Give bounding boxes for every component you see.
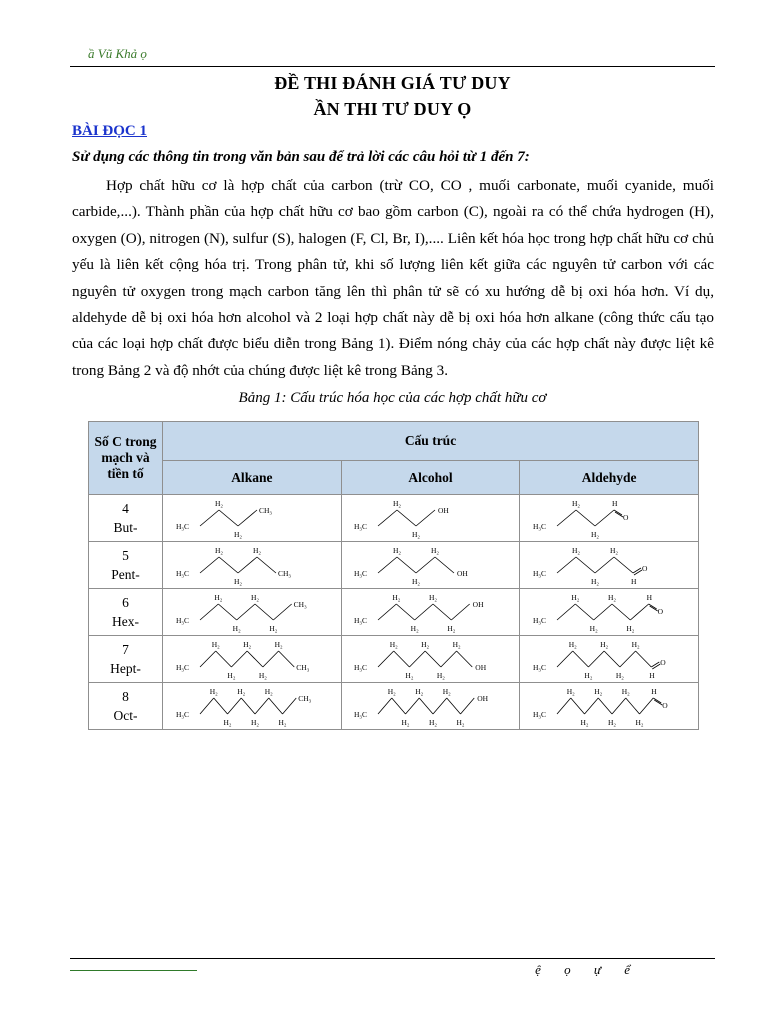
methylene-label: H₂ (214, 546, 223, 555)
bond-line (200, 557, 219, 573)
carbonyl-oxygen-label: O (657, 607, 664, 616)
alcohol-structure-cell (341, 542, 520, 589)
footer-accent-line (70, 970, 197, 971)
methylene-label: H₂ (415, 687, 424, 696)
bond-line (378, 698, 392, 714)
alcohol-structure-diagram (350, 684, 510, 728)
bond-line (612, 698, 626, 714)
methylene-label: H₂ (594, 687, 603, 696)
bond-line (612, 604, 630, 620)
methylene-label: H₂ (635, 718, 644, 727)
methylene-label: H₂ (390, 640, 399, 649)
bond-line (557, 557, 576, 573)
methylene-label: H₂ (566, 687, 575, 696)
methylene-label: H₂ (443, 687, 452, 696)
bond-line (255, 698, 269, 714)
aldehyde-hydrogen-label: H (646, 593, 653, 602)
bond-line (416, 557, 435, 573)
table-caption: Bảng 1: Cấu trúc hóa học của các hợp chất hữu cơ (238, 390, 547, 406)
methylene-label: H₂ (621, 687, 630, 696)
methylene-label: H₂ (242, 640, 252, 649)
aldehyde-structure-diagram (529, 684, 689, 728)
bond-line (620, 651, 636, 667)
methylene-label: H₂ (258, 671, 267, 680)
header-author: ầ Vũ Khả ọ (88, 46, 147, 61)
carbon-count-cell (89, 589, 163, 636)
methylene-label: H₂ (571, 593, 580, 602)
carbonyl-oxygen-label: O (662, 701, 668, 710)
prefix-label: Oct- (113, 708, 138, 723)
methylene-label: H₂ (437, 671, 446, 680)
carbonyl-oxygen-label: O (660, 658, 666, 667)
methylene-label: H₂ (429, 593, 438, 602)
structure-table (88, 421, 699, 730)
body-paragraph-text: Hợp chất hữu cơ là hợp chất của carbon (trừ CO, CO , muối carbonate, muối cyanide, muối carbide,...). Thành phần của hợp chất hữu cơ bao gồm carbon (C), ngoài ra có thể chứa hydrogen (H), oxygen (O), nitrogen (N), sulfur (S), halogen (F, Cl, Br, I),.... Liên kết hóa học trong hợp chất hữu cơ chủ yếu là liên kết cộng hóa trị. Trong phân tử, khi số lượng liên kết giữa các nguyên tử carbon với các nguyên tử oxygen trong mạch carbon tăng lên thì phân tử sẽ có xu hướng dễ bị oxi hóa hơn. Ví dụ, aldehyde dễ bị oxi hóa hơn alcohol và 2 loại hợp chất này dễ bị oxi hóa hơn alkane (công thức cấu tạo của các loại hợp chất được biểu diễn trong Bảng 1). Điểm nóng chảy của các hợp chất này được liệt kê trong Bảng 2 và độ nhớt của chúng được liệt kê trong Bảng 3. (72, 177, 714, 379)
bond-line (571, 698, 585, 714)
bond-line (219, 557, 238, 573)
bond-line (397, 604, 415, 620)
aldehyde-hydrogen-label: H (651, 687, 657, 696)
methylene-label: H₂ (616, 671, 625, 680)
methylene-label: H₂ (600, 640, 609, 649)
bond-line (241, 698, 255, 714)
bond-line (216, 651, 232, 667)
bond-line (452, 604, 470, 620)
bond-line (461, 698, 475, 714)
page-title: ĐỀ THI ĐÁNH GIÁ TƯ DUY (274, 73, 511, 93)
methylene-label: H₂ (233, 530, 242, 539)
aldehyde-structure-diagram (529, 637, 689, 681)
bond-line (397, 557, 416, 573)
table-row (89, 636, 699, 683)
bond-line (573, 651, 589, 667)
methylene-label: H₂ (393, 546, 402, 555)
bond-line (214, 698, 228, 714)
bond-line (236, 604, 254, 620)
methylene-label: H₂ (250, 718, 259, 727)
section-link-bai-doc-1[interactable]: BÀI ĐỌC 1 (72, 123, 148, 139)
bond-line (598, 698, 612, 714)
methylene-label: H₂ (580, 718, 589, 727)
methylene-label: H₂ (209, 687, 218, 696)
bond-line (614, 557, 633, 573)
aldehyde-structure-cell (520, 589, 699, 636)
methyl-label: H₃C (354, 522, 368, 531)
methylene-label: H₂ (591, 577, 600, 586)
terminal-methyl-label: CH₃ (298, 694, 312, 703)
methylene-label: H₂ (608, 593, 617, 602)
hydroxyl-label: OH (457, 569, 469, 578)
bond-line (378, 557, 397, 573)
methylene-label: H₂ (429, 718, 438, 727)
methylene-label: H₂ (411, 624, 420, 633)
carbon-number: 5 (122, 548, 129, 563)
methyl-label: H₃C (354, 710, 368, 719)
bond-line (278, 651, 294, 667)
bond-line (557, 604, 575, 620)
methylene-label: H₂ (274, 640, 283, 649)
methylene-label: H₂ (610, 546, 619, 555)
hydroxyl-label: OH (438, 506, 450, 515)
methyl-label: H₃C (175, 710, 189, 719)
methyl-label: H₃C (533, 663, 547, 672)
bond-line (255, 604, 273, 620)
alkane-structure-diagram (172, 543, 332, 587)
carbonyl-bond (633, 568, 641, 573)
bond-line (576, 557, 595, 573)
bond-line (238, 510, 257, 526)
methylene-label: H₂ (453, 640, 462, 649)
carbon-count-cell (89, 542, 163, 589)
aldehyde-hydrogen-label: H (631, 577, 637, 586)
methyl-label: H₃C (354, 616, 368, 625)
bond-line (426, 651, 442, 667)
alcohol-structure-cell (341, 589, 520, 636)
bond-line (636, 651, 652, 667)
bond-line (378, 651, 394, 667)
bond-line (200, 651, 216, 667)
bond-line (200, 604, 218, 620)
methylene-label: H₂ (584, 671, 593, 680)
carbon-count-cell (89, 495, 163, 542)
column-header-alcohol: Alcohol (341, 461, 520, 495)
methylene-label: H₂ (421, 640, 430, 649)
methyl-label: H₃C (533, 710, 547, 719)
methyl-label: H₃C (533, 569, 547, 578)
methylene-label: H₂ (631, 640, 640, 649)
terminal-methyl-label: CH₃ (258, 506, 272, 515)
methylene-label: H₂ (405, 671, 414, 680)
alkane-structure-diagram (172, 496, 332, 540)
page-subtitle: ẦN THI TƯ DUY Ọ (313, 99, 472, 119)
aldehyde-structure-diagram (529, 543, 689, 587)
carbonyl-bond (652, 664, 660, 669)
methylene-label: H₂ (269, 624, 278, 633)
bond-line (594, 604, 612, 620)
bond-line (640, 698, 654, 714)
methylene-label: H₂ (608, 718, 617, 727)
aldehyde-structure-cell (520, 683, 699, 730)
carbonyl-bond (651, 662, 659, 667)
bond-line (630, 604, 648, 620)
methyl-label: H₃C (175, 522, 189, 531)
prefix-label: Hex- (112, 614, 139, 629)
alcohol-structure-cell (341, 683, 520, 730)
bond-line (415, 604, 433, 620)
prefix-label: But- (113, 520, 138, 535)
carbonyl-oxygen-label: O (642, 564, 648, 573)
methylene-label: H₂ (393, 499, 402, 508)
bond-line (416, 510, 435, 526)
methyl-label: H₃C (354, 569, 368, 578)
aldehyde-structure-cell (520, 542, 699, 589)
table-row (89, 495, 699, 542)
methylene-label: H₂ (264, 687, 273, 696)
alkane-structure-diagram (172, 637, 332, 681)
alkane-structure-cell (163, 636, 342, 683)
terminal-methyl-label: CH₃ (293, 600, 307, 609)
aldehyde-structure-diagram (529, 590, 689, 634)
alkane-structure-cell (163, 495, 342, 542)
methylene-label: H₂ (250, 593, 259, 602)
bond-line (219, 510, 238, 526)
methylene-label: H₂ (392, 593, 401, 602)
bond-line (435, 557, 454, 573)
methylene-label: H₂ (223, 718, 232, 727)
bond-line (231, 651, 247, 667)
methylene-label: H₂ (626, 624, 635, 633)
bond-line (604, 651, 620, 667)
bond-line (218, 604, 236, 620)
alkane-structure-cell (163, 683, 342, 730)
aldehyde-structure-cell (520, 636, 699, 683)
alcohol-structure-cell (341, 636, 520, 683)
bond-line (433, 698, 447, 714)
bond-line (392, 698, 406, 714)
terminal-methyl-label: CH₃ (277, 569, 291, 578)
prefix-label: Pent- (111, 567, 140, 582)
methylene-label: H₂ (233, 577, 242, 586)
bond-line (585, 698, 599, 714)
methylene-label: H₂ (572, 546, 581, 555)
table-row (89, 589, 699, 636)
methylene-label: H₂ (278, 718, 287, 727)
bond-line (420, 698, 434, 714)
methylene-label: H₂ (589, 624, 598, 633)
methylene-label: H₂ (572, 499, 581, 508)
alkane-structure-cell (163, 589, 342, 636)
footer-divider (70, 958, 715, 959)
bond-line (575, 604, 593, 620)
methylene-label: H₂ (431, 546, 440, 555)
bond-line (441, 651, 457, 667)
methyl-label: H₃C (533, 616, 547, 625)
alkane-structure-cell (163, 542, 342, 589)
methylene-label: H₂ (237, 687, 246, 696)
bond-line (282, 698, 296, 714)
methylene-label: H₂ (412, 577, 421, 586)
bond-line (433, 604, 451, 620)
methylene-label: H₂ (568, 640, 577, 649)
methylene-label: H₂ (214, 499, 223, 508)
carbon-number: 4 (122, 501, 129, 516)
bond-line (589, 651, 605, 667)
methylene-label: H₂ (412, 530, 421, 539)
bond-line (200, 510, 219, 526)
bond-line (557, 651, 573, 667)
methylene-label: H₂ (388, 687, 397, 696)
methylene-label: H₂ (214, 593, 223, 602)
carbonyl-oxygen-label: O (623, 513, 629, 522)
methylene-label: H₂ (252, 546, 261, 555)
bond-line (397, 510, 416, 526)
methylene-label: H₂ (591, 530, 600, 539)
bond-line (257, 557, 276, 573)
methylene-label: H₂ (227, 671, 236, 680)
bond-line (406, 698, 420, 714)
bond-line (378, 510, 397, 526)
bond-line (238, 557, 257, 573)
methyl-label: H₃C (175, 616, 189, 625)
bond-line (263, 651, 279, 667)
bond-line (595, 557, 614, 573)
bond-line (227, 698, 241, 714)
alkane-structure-diagram (172, 684, 332, 728)
aldehyde-hydrogen-label: H (649, 671, 655, 680)
bond-line (457, 651, 473, 667)
hydroxyl-label: OH (475, 663, 487, 672)
table-row (89, 683, 699, 730)
carbon-count-cell (89, 683, 163, 730)
bond-line (410, 651, 426, 667)
aldehyde-hydrogen-label: H (612, 499, 618, 508)
bond-line (557, 510, 576, 526)
methylene-label: H₂ (456, 718, 466, 727)
aldehyde-structure-diagram (529, 496, 689, 540)
methyl-label: H₃C (533, 522, 547, 531)
body-paragraph (72, 173, 714, 384)
methyl-label: H₃C (175, 663, 189, 672)
aldehyde-structure-cell (520, 495, 699, 542)
methylene-label: H₂ (232, 624, 241, 633)
bond-line (595, 510, 614, 526)
instruction-text: Sử dụng các thông tin trong văn bản sau để trả lời các câu hỏi từ 1 đến 7: (72, 149, 530, 165)
column-header-alkane: Alkane (163, 461, 342, 495)
carbon-count-cell (89, 636, 163, 683)
bond-line (447, 698, 461, 714)
hydroxyl-label: OH (477, 694, 489, 703)
alkane-structure-diagram (172, 590, 332, 634)
alcohol-structure-diagram (350, 590, 510, 634)
carbon-count-header: Số C trong mạch và tiền tố (89, 422, 163, 495)
column-header-aldehyde: Aldehyde (520, 461, 699, 495)
bond-line (576, 510, 595, 526)
methylene-label: H₂ (211, 640, 220, 649)
bond-line (269, 698, 283, 714)
carbon-number: 6 (122, 595, 129, 610)
footer-text: ệ ọ ự ể (535, 962, 640, 977)
bond-line (378, 604, 396, 620)
alcohol-structure-diagram (350, 543, 510, 587)
alcohol-structure-cell (341, 495, 520, 542)
bond-line (273, 604, 291, 620)
bond-line (394, 651, 410, 667)
table-row (89, 542, 699, 589)
bond-line (557, 698, 571, 714)
methylene-label: H₂ (447, 624, 456, 633)
bond-line (626, 698, 640, 714)
methyl-label: H₃C (354, 663, 368, 672)
bond-line (247, 651, 263, 667)
bond-line (200, 698, 214, 714)
structure-header: Cấu trúc (163, 422, 699, 461)
alcohol-structure-diagram (350, 496, 510, 540)
carbonyl-bond (634, 570, 642, 575)
header-divider (70, 66, 715, 67)
methylene-label: H₂ (401, 718, 411, 727)
carbon-number: 7 (122, 642, 129, 657)
alcohol-structure-diagram (350, 637, 510, 681)
hydroxyl-label: OH (473, 600, 484, 609)
methyl-label: H₃C (175, 569, 189, 578)
prefix-label: Hept- (110, 661, 141, 676)
terminal-methyl-label: CH₃ (296, 663, 310, 672)
carbon-number: 8 (122, 689, 129, 704)
